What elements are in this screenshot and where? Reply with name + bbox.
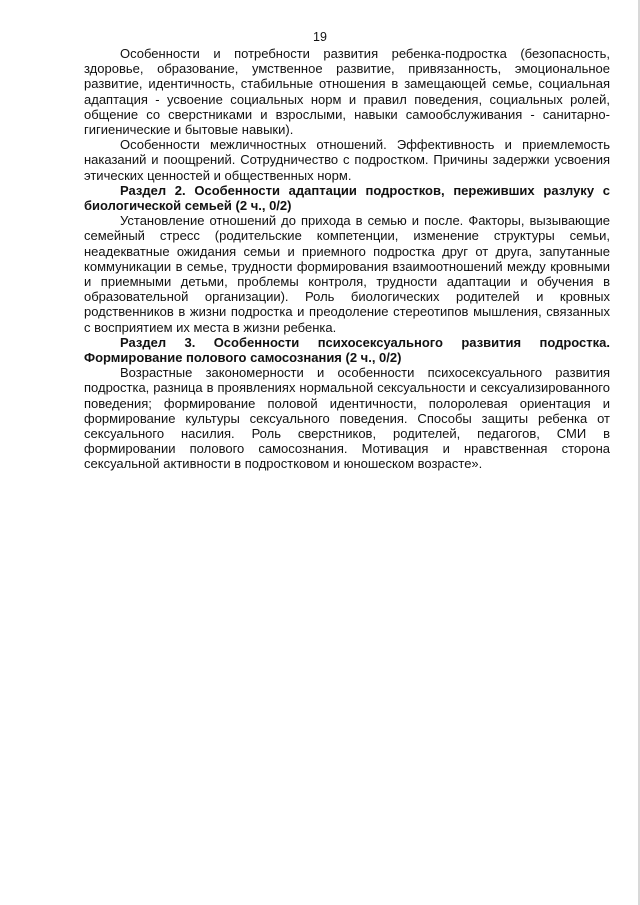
paragraph-psychosexual-development: Возрастные закономерности и особенности психосексуального развития подростка, разница в проявлениях нормальной сексуальности и сексуализированного поведения; формирование половой идентичности, полоролевая ориентация и формирование культуры сексуального поведения. Способы защиты ребенка от сексуального насилия. Роль сверстников, родителей, педагогов, СМИ в формировании полового самосознания. Мотивация и нравственная сторона сексуальной активности в подростковом и юношеском возрасте». xyxy=(84,365,610,472)
paragraph-needs-of-adolescent: Особенности и потребности развития ребенка-подростка (безопасность, здоровье, образование, умственное развитие, привязанность, эмоциональное развитие, идентичность, стабильные отношения в замещающей семье, социальная адаптация - усвоение социальных норм и правил поведения, социальных ролей, общение со сверстниками и взрослыми, навыки самообслуживания - санитарно-гигиенические и бытовые навыки). xyxy=(84,46,610,138)
section-2-heading: Раздел 2. Особенности адаптации подростков, переживших разлуку с биологической семьей (2 ч., 0/2) xyxy=(84,182,610,214)
paragraph-relationship-establishment: Установление отношений до прихода в семью и после. Факторы, вызывающие семейный стресс (родительские компетенции, изменение структуры семьи, неадекватные ожидания семьи и приемного подростка друг от друга, запутанные коммуникации в семье, трудности формирования взаимоотношений между кровными и приемными детьми, проблемы контроля, трудности адаптации и обучения в образовательной организации). Роль биологических родителей и кровных родственников в жизни подростка и преодоление стереотипов мышления, связанных с восприятием их места в жизни ребенка. xyxy=(84,213,610,335)
page-body xyxy=(84,46,610,472)
paragraph-interpersonal-relations: Особенности межличностных отношений. Эффективность и приемлемость наказаний и поощрений. Сотрудничество с подростком. Причины задержки усвоения этических ценностей и общественных норм. xyxy=(84,137,610,183)
section-3-heading: Раздел 3. Особенности психосексуального развития подростка. Формирование полового самосознания (2 ч., 0/2) xyxy=(84,334,610,366)
page-number: 19 xyxy=(313,30,327,44)
